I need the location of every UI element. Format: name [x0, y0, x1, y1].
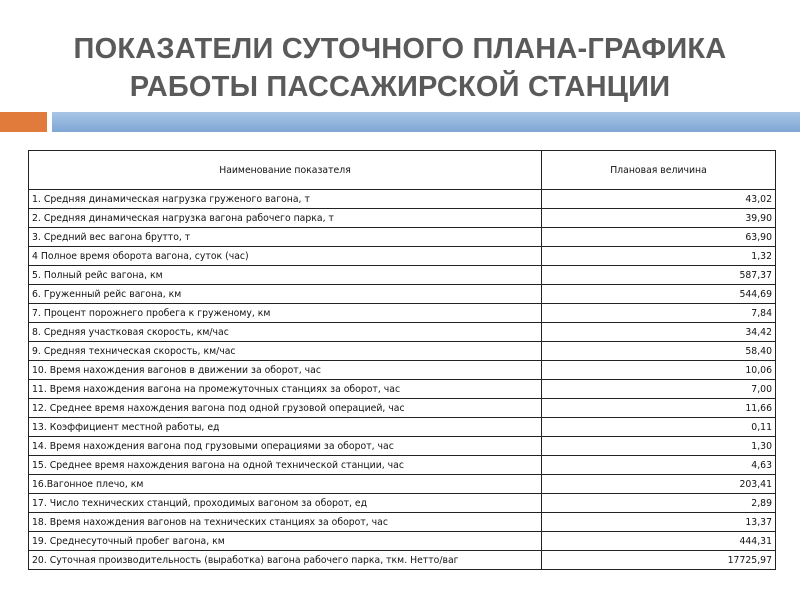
table-row	[29, 418, 776, 437]
indicator-value: 1,32	[542, 247, 776, 266]
indicator-value: 43,02	[542, 190, 776, 209]
page-title	[0, 30, 800, 106]
indicator-name: 6. Груженный рейс вагона, км	[29, 285, 542, 304]
indicator-name: 9. Средняя техническая скорость, км/час	[29, 342, 542, 361]
indicator-name: 18. Время нахождения вагонов на технических станциях за оборот, час	[29, 513, 542, 532]
indicator-name: 14. Время нахождения вагона под грузовыми операциями за оборот, час	[29, 437, 542, 456]
indicator-value: 203,41	[542, 475, 776, 494]
indicator-name: 11. Время нахождения вагона на промежуточных станциях за оборот, час	[29, 380, 542, 399]
table-row	[29, 304, 776, 323]
table-row	[29, 551, 776, 570]
indicator-name: 15. Среднее время нахождения вагона на одной технической станции, час	[29, 456, 542, 475]
indicator-value: 13,37	[542, 513, 776, 532]
table-row	[29, 475, 776, 494]
table-row	[29, 209, 776, 228]
indicator-value: 17725,97	[542, 551, 776, 570]
indicator-value: 1,30	[542, 437, 776, 456]
indicator-name: 7. Процент порожнего пробега к груженому, км	[29, 304, 542, 323]
indicator-name: 19. Среднесуточный пробег вагона, км	[29, 532, 542, 551]
table-row	[29, 437, 776, 456]
indicator-name: 16.Вагонное плечо, км	[29, 475, 542, 494]
indicator-value: 63,90	[542, 228, 776, 247]
table-row	[29, 494, 776, 513]
indicator-value: 444,31	[542, 532, 776, 551]
table-row	[29, 361, 776, 380]
table-row	[29, 285, 776, 304]
indicator-name: 17. Число технических станций, проходимых вагоном за оборот, ед	[29, 494, 542, 513]
indicator-name: 3. Средний вес вагона брутто, т	[29, 228, 542, 247]
table-row	[29, 323, 776, 342]
indicator-value: 0,11	[542, 418, 776, 437]
table-row	[29, 247, 776, 266]
indicator-value: 2,89	[542, 494, 776, 513]
table-row	[29, 342, 776, 361]
title-line-1: ПОКАЗАТЕЛИ СУТОЧНОГО ПЛАНА-ГРАФИКА	[73, 33, 727, 65]
indicator-value: 58,40	[542, 342, 776, 361]
table-row	[29, 532, 776, 551]
table-row	[29, 266, 776, 285]
indicator-value: 587,37	[542, 266, 776, 285]
indicators-table	[28, 150, 776, 570]
title-line-2: РАБОТЫ ПАССАЖИРСКОЙ СТАНЦИИ	[129, 71, 671, 103]
indicator-name: 4 Полное время оборота вагона, суток (час)	[29, 247, 542, 266]
indicator-value: 39,90	[542, 209, 776, 228]
indicator-name: 10. Время нахождения вагонов в движении за оборот, час	[29, 361, 542, 380]
indicator-name: 8. Средняя участковая скорость, км/час	[29, 323, 542, 342]
accent-bar-orange	[0, 112, 47, 132]
indicator-value: 544,69	[542, 285, 776, 304]
indicator-value: 7,84	[542, 304, 776, 323]
indicator-value: 4,63	[542, 456, 776, 475]
column-header-name: Наименование показателя	[29, 151, 542, 190]
table-row	[29, 456, 776, 475]
table-row	[29, 190, 776, 209]
indicator-name: 1. Средняя динамическая нагрузка груженого вагона, т	[29, 190, 542, 209]
indicator-value: 10,06	[542, 361, 776, 380]
table-row	[29, 513, 776, 532]
table-row	[29, 228, 776, 247]
column-header-value: Плановая величина	[542, 151, 776, 190]
indicator-name: 12. Среднее время нахождения вагона под одной грузовой операцией, час	[29, 399, 542, 418]
indicator-name: 20. Суточная производительность (выработка) вагона рабочего парка, ткм. Нетто/ваг	[29, 551, 542, 570]
indicator-name: 2. Средняя динамическая нагрузка вагона рабочего парка, т	[29, 209, 542, 228]
table-row	[29, 399, 776, 418]
indicator-value: 11,66	[542, 399, 776, 418]
table-row	[29, 380, 776, 399]
accent-bar-blue	[52, 112, 800, 132]
indicator-value: 7,00	[542, 380, 776, 399]
table-header-row	[29, 151, 776, 190]
indicator-value: 34,42	[542, 323, 776, 342]
indicator-name: 5. Полный рейс вагона, км	[29, 266, 542, 285]
indicator-name: 13. Коэффициент местной работы, ед	[29, 418, 542, 437]
